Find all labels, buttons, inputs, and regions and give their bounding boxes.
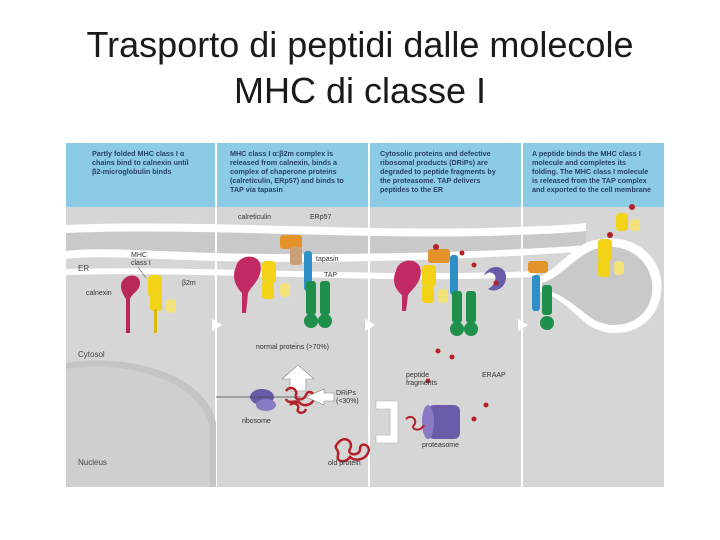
label-erp57: ERp57 [310, 214, 332, 221]
caption-panel-3: Cytosolic proteins and defective ribosomal products (DRiPs) are degraded to peptide fragments by the proteasome. TAP delivers peptides to the ER [380, 149, 496, 194]
label-tap: TAP [324, 272, 338, 279]
label-normal-proteins: normal proteins (>70%) [256, 344, 329, 351]
label-drips: DRiPs [336, 390, 356, 397]
mhc-transport-figure [66, 143, 664, 487]
label-old-protein: old protein [328, 460, 361, 467]
caption-panel-4: A peptide binds the MHC class I molecule and completes its folding. The MHC class I molecule is released from the TAP complex and exported to the cell membrane [532, 149, 652, 194]
label-calreticulin: calreticulin [238, 214, 272, 221]
label-b2m: β2m [182, 280, 196, 287]
slide-title [0, 22, 720, 114]
title-line-1: Trasporto di peptidi dalle molecole [86, 24, 634, 65]
caption-panel-2: MHC class I α:β2m complex is released from calnexin, binds a complex of chaperone proteins (calreticulin, ERp57) and binds to TAP via tapasin [230, 149, 344, 194]
label-er: ER [78, 264, 90, 273]
label-ribosome: ribosome [242, 418, 271, 425]
label-tapasin: tapasin [316, 256, 339, 263]
label-mhc: MHC [131, 252, 147, 259]
caption-panel-1: Partly folded MHC class I α chains bind to calnexin until β2-microglobulin binds [92, 149, 189, 176]
label-calnexin: calnexin [86, 290, 112, 297]
label-peptide: peptide [406, 372, 429, 379]
label-proteasome: proteasome [422, 442, 459, 449]
label-fragments: fragments [406, 380, 438, 387]
label-nucleus: Nucleus [78, 458, 107, 467]
label-drips-pct: (<30%) [336, 398, 359, 405]
label-erap: ERAAP [482, 372, 506, 379]
label-class-i: class I [131, 260, 151, 267]
title-line-2: MHC di classe I [233, 70, 487, 111]
label-cytosol: Cytosol [78, 350, 105, 359]
